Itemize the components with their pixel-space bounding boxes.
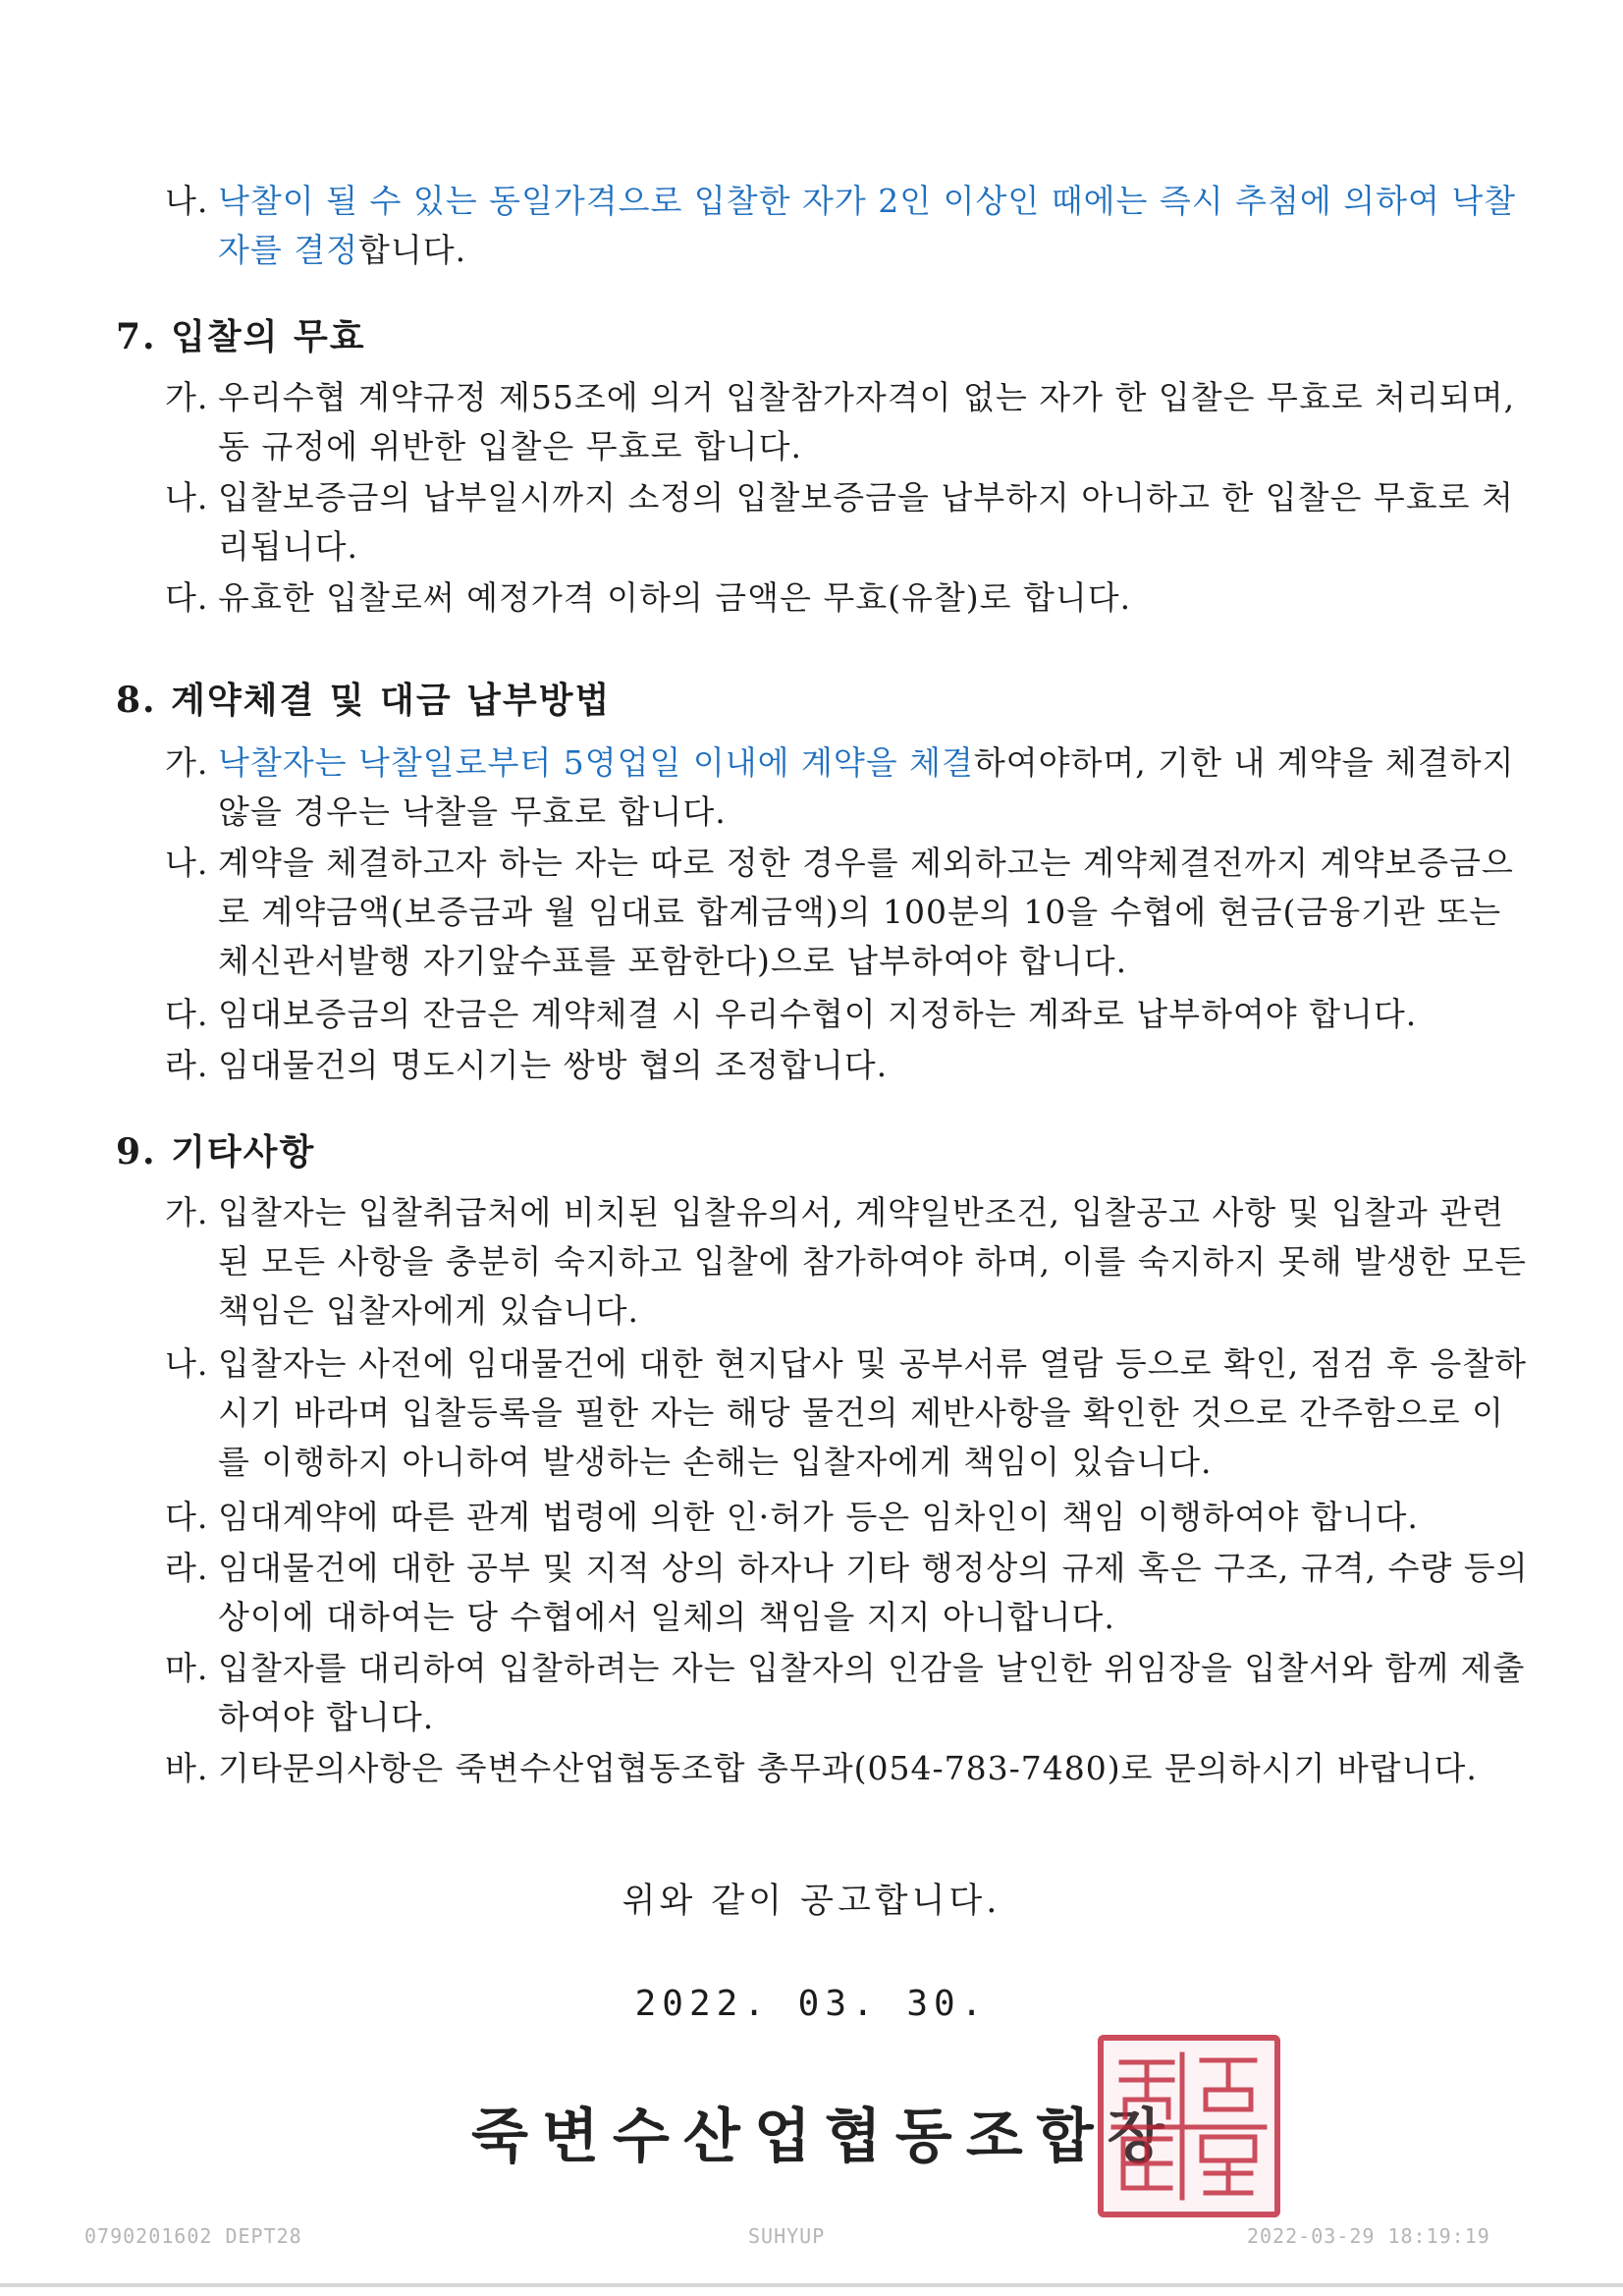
item-text: 하여야하며, 기한 내 계약을 체결하지 않을 경우는 낙찰을 무효로 합니다.: [218, 743, 1515, 831]
list-item: [165, 473, 1530, 572]
item-marker: 가.: [165, 1193, 209, 1231]
list-item: [165, 1744, 1530, 1793]
item-marker: 나.: [165, 844, 209, 882]
list-item: [165, 1544, 1530, 1642]
item-text: 우리수협 계약규정 제55조에 의거 입찰참가자격이 없는 자가 한 입찰은 무효로 처리되며, 동 규정에 위반한 입찰은 무효로 합니다.: [218, 378, 1516, 465]
list-item: [165, 1041, 1530, 1090]
item-text: 임대물건의 명도시기는 쌍방 협의 조정합니다.: [218, 1046, 889, 1084]
item-marker: 나.: [165, 182, 209, 220]
item-marker: 가.: [165, 378, 209, 416]
item-marker: 다.: [165, 995, 209, 1033]
section-heading-7: 7. 입찰의 무효: [116, 316, 366, 357]
section-heading-9: 9. 기타사항: [116, 1131, 316, 1173]
list-item: [165, 738, 1530, 837]
item-marker: 다.: [165, 578, 209, 617]
item-text: 입찰자는 입찰취급처에 비치된 입찰유의서, 계약일반조건, 입찰공고 사항 및 입찰과 관련된 모든 사항을 충분히 숙지하고 입찰에 참가하여야 하며, 이를 숙지하지 못해 발생한 모든 책임은 입찰자에게 있습니다.: [218, 1193, 1527, 1330]
list-item: [165, 1339, 1530, 1487]
item-marker: 가.: [165, 743, 209, 782]
notice-date: 2022. 03. 30.: [634, 1984, 989, 2024]
item-text: 임대보증금의 잔금은 계약체결 시 우리수협이 지정하는 계좌로 납부하여야 합니다.: [218, 995, 1418, 1033]
item-marker: 마.: [165, 1649, 209, 1687]
official-seal-icon: [1098, 2035, 1280, 2217]
footer-watermark: SUHYUP: [748, 2224, 826, 2248]
footer-document-code: 0790201602 DEPT28: [84, 2224, 302, 2248]
list-item: [165, 1188, 1530, 1336]
item-marker: 나.: [165, 478, 209, 517]
list-item: [165, 373, 1530, 471]
item-marker: 라.: [165, 1549, 209, 1587]
list-item: [165, 1493, 1530, 1542]
item-text: 임대물건에 대한 공부 및 지적 상의 하자나 기타 행정상의 규제 혹은 구조, 규격, 수량 등의 상이에 대하여는 당 수협에서 일체의 책임을 지지 아니합니다.: [218, 1549, 1529, 1636]
item-text: 입찰보증금의 납부일시까지 소정의 입찰보증금을 납부하지 아니하고 한 입찰은 무효로 처리됩니다.: [218, 478, 1514, 566]
item-text: 유효한 입찰로써 예정가격 이하의 금액은 무효(유찰)로 합니다.: [218, 578, 1132, 617]
item-marker: 라.: [165, 1046, 209, 1084]
section-heading-8: 8. 계약체결 및 대금 납부방법: [116, 680, 612, 721]
list-item: [165, 990, 1530, 1039]
highlighted-text: 낙찰이 될 수 있는 동일가격으로 입찰한 자가 2인 이상인 때에는 즉시 추첨에 의하여 낙찰자를 결정: [218, 182, 1517, 269]
item-text: 기타문의사항은 죽변수산업협동조합 총무과(054-783-7480)로 문의하시기 바랍니다.: [218, 1749, 1478, 1787]
item-marker: 다.: [165, 1498, 209, 1536]
list-item: [165, 574, 1530, 623]
item-marker: 나.: [165, 1344, 209, 1383]
footer-timestamp: 2022-03-29 18:19:19: [1247, 2224, 1490, 2248]
closing-statement: 위와 같이 공고합니다.: [622, 1882, 1001, 1921]
list-item: [165, 177, 1530, 275]
item-marker: 바.: [165, 1749, 209, 1787]
item-text: 합니다.: [358, 231, 467, 269]
bottom-divider: [0, 2283, 1623, 2287]
issuer-name: 죽변수산업협동조합장: [471, 2103, 1178, 2171]
item-text: 계약을 체결하고자 하는 자는 따로 정한 경우를 제외하고는 계약체결전까지 계약보증금으로 계약금액(보증금과 월 임대료 합계금액)의 100분의 10을 수협에 현금(금융기관 또는 체신관서발행 자기앞수표를 포함한다)으로 납부하여야 합니다.: [218, 844, 1514, 980]
highlighted-text: 낙찰자는 낙찰일로부터 5영업일 이내에 계약을 체결: [218, 743, 974, 782]
item-text: 입찰자를 대리하여 입찰하려는 자는 입찰자의 인감을 날인한 위임장을 입찰서와 함께 제출하여야 합니다.: [218, 1649, 1526, 1736]
item-text: 임대계약에 따른 관계 법령에 의한 인·허가 등은 임차인이 책임 이행하여야 합니다.: [218, 1498, 1419, 1536]
list-item: [165, 839, 1530, 986]
list-item: [165, 1644, 1530, 1742]
item-text: 입찰자는 사전에 임대물건에 대한 현지답사 및 공부서류 열람 등으로 확인, 점검 후 응찰하시기 바라며 입찰등록을 필한 자는 해당 물건의 제반사항을 확인한 것으로 간주함으로 이를 이행하지 아니하여 발생하는 손해는 입찰자에게 책임이 있습니다.: [218, 1344, 1527, 1481]
